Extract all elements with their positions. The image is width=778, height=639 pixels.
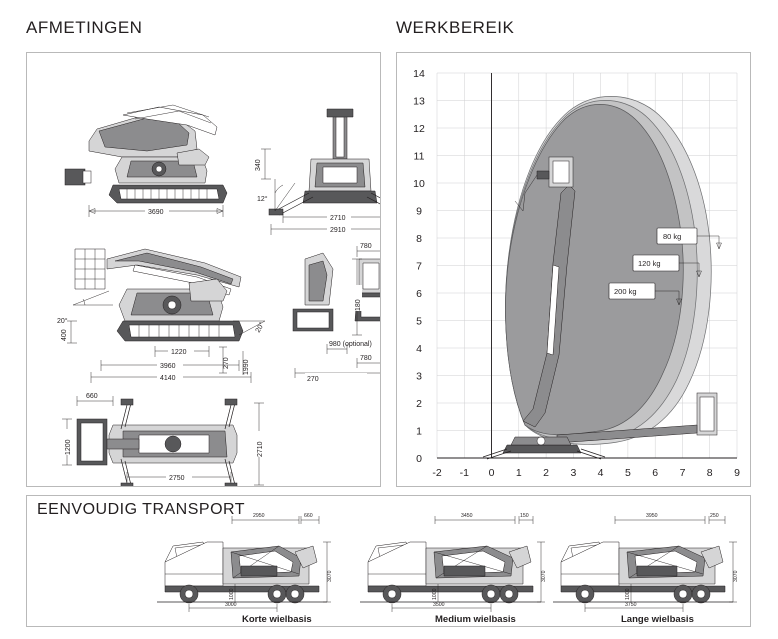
caption-short-wheelbase: Korte wielbasis: [242, 614, 312, 625]
dim-jib-height: 340: [255, 159, 262, 171]
medium-body-length: 3450: [461, 513, 473, 519]
ytick-11: 11: [413, 150, 425, 163]
short-inner-height: 1000: [229, 588, 235, 600]
transport-truck-medium: [360, 513, 547, 625]
dim-mid-offset: 270: [223, 357, 230, 369]
dim-optional-width: 270: [307, 376, 319, 383]
dim-angle-left: 20°: [57, 318, 68, 325]
ytick-1: 1: [416, 425, 422, 438]
xtick-5: 3: [570, 467, 577, 479]
short-wheelbase: 3000: [225, 602, 237, 608]
annotation-120kg-label: 120 kg: [638, 259, 661, 268]
ytick-7: 7: [416, 260, 422, 273]
ytick-12: 12: [413, 123, 425, 135]
medium-wheelbase: 3500: [433, 602, 445, 608]
dim-body-length: 3960: [160, 363, 176, 370]
transport-truck-long: [553, 513, 739, 625]
ytick-5: 5: [416, 315, 422, 328]
dim-outrigger-inner: 2710: [330, 215, 346, 222]
short-rear: 660: [304, 513, 313, 519]
dim-tilt-angle: 12°: [257, 196, 268, 203]
ytick-3: 3: [416, 370, 422, 383]
side-view-folded: [65, 105, 227, 217]
dim-total-length: 4140: [160, 375, 176, 382]
xtick-1: -1: [459, 467, 469, 479]
working-area-panel: [396, 52, 751, 487]
long-inner-height: 1000: [625, 588, 631, 600]
chart-yticks: [413, 68, 425, 465]
xtick-6: 4: [597, 467, 604, 479]
dim-basket-height: 1200: [65, 439, 72, 455]
ytick-9: 9: [416, 205, 422, 218]
transport-panel: [26, 495, 751, 627]
caption-medium-wheelbase: Medium wielbasis: [435, 614, 516, 625]
ytick-13: 13: [413, 95, 425, 108]
long-wheelbase: 3750: [625, 602, 637, 608]
dim-outrigger-span-x: 2750: [169, 475, 185, 482]
medium-inner-height: 1000: [432, 588, 438, 600]
xtick-2: 0: [488, 467, 495, 479]
front-view-outriggers: [255, 109, 380, 235]
xtick-7: 5: [624, 467, 631, 479]
ytick-6: 6: [416, 288, 422, 300]
xtick-9: 7: [679, 467, 686, 479]
dim-basket-width-bottom: 780: [360, 355, 372, 362]
chart-xticks: [432, 467, 740, 479]
page-title-dimensions: AFMETINGEN: [26, 18, 143, 37]
long-body-length: 3950: [646, 513, 658, 519]
xtick-0: -2: [432, 467, 442, 479]
ytick-14: 14: [413, 68, 425, 80]
transport-section-title: EENVOUDIG TRANSPORT: [37, 501, 246, 518]
medium-height: 3070: [541, 570, 547, 582]
dim-rear-overhang: 400: [61, 329, 68, 341]
dim-mid-length: 1220: [171, 349, 187, 356]
top-view-outriggers: [62, 351, 264, 486]
working-area-chart: [397, 53, 750, 486]
transport-truck-short: [157, 513, 333, 625]
xtick-4: 2: [543, 467, 550, 479]
dim-angle-right: 20°: [254, 321, 267, 334]
rear-view: [293, 243, 380, 383]
dim-top-length: 3690: [148, 209, 164, 216]
short-body-length: 2950: [253, 513, 265, 519]
ytick-0: 0: [416, 453, 422, 465]
dim-track-width: 980 (optional): [329, 341, 372, 348]
xtick-8: 6: [652, 467, 659, 479]
annotation-200kg-label: 200 kg: [614, 287, 637, 296]
page-title-working-area: WERKBEREIK: [396, 18, 515, 37]
dimensions-drawing: [27, 53, 380, 486]
dim-basket-width-top: 780: [360, 243, 372, 250]
xtick-11: 9: [734, 467, 740, 479]
ytick-8: 8: [416, 233, 422, 245]
dimensions-panel: [26, 52, 381, 487]
dim-outrigger-span-y: 2710: [257, 441, 264, 457]
side-view-extended: [57, 249, 266, 383]
xtick-3: 1: [515, 467, 522, 479]
annotation-80kg-label: 80 kg: [663, 232, 682, 241]
dim-outrigger-outer: 2910: [330, 227, 346, 234]
dim-basket-depth: 660: [86, 393, 98, 400]
dim-overall-height: 180: [355, 299, 362, 311]
ytick-10: 10: [413, 178, 425, 190]
medium-rear: 150: [520, 513, 529, 519]
caption-long-wheelbase: Lange wielbasis: [621, 614, 694, 625]
ytick-2: 2: [416, 398, 422, 410]
long-rear: 250: [710, 513, 719, 519]
dim-turret-tail: 1990: [243, 359, 250, 375]
ytick-4: 4: [416, 343, 422, 355]
short-height: 3070: [327, 570, 333, 582]
long-height: 3070: [733, 570, 739, 582]
xtick-10: 8: [706, 467, 713, 479]
